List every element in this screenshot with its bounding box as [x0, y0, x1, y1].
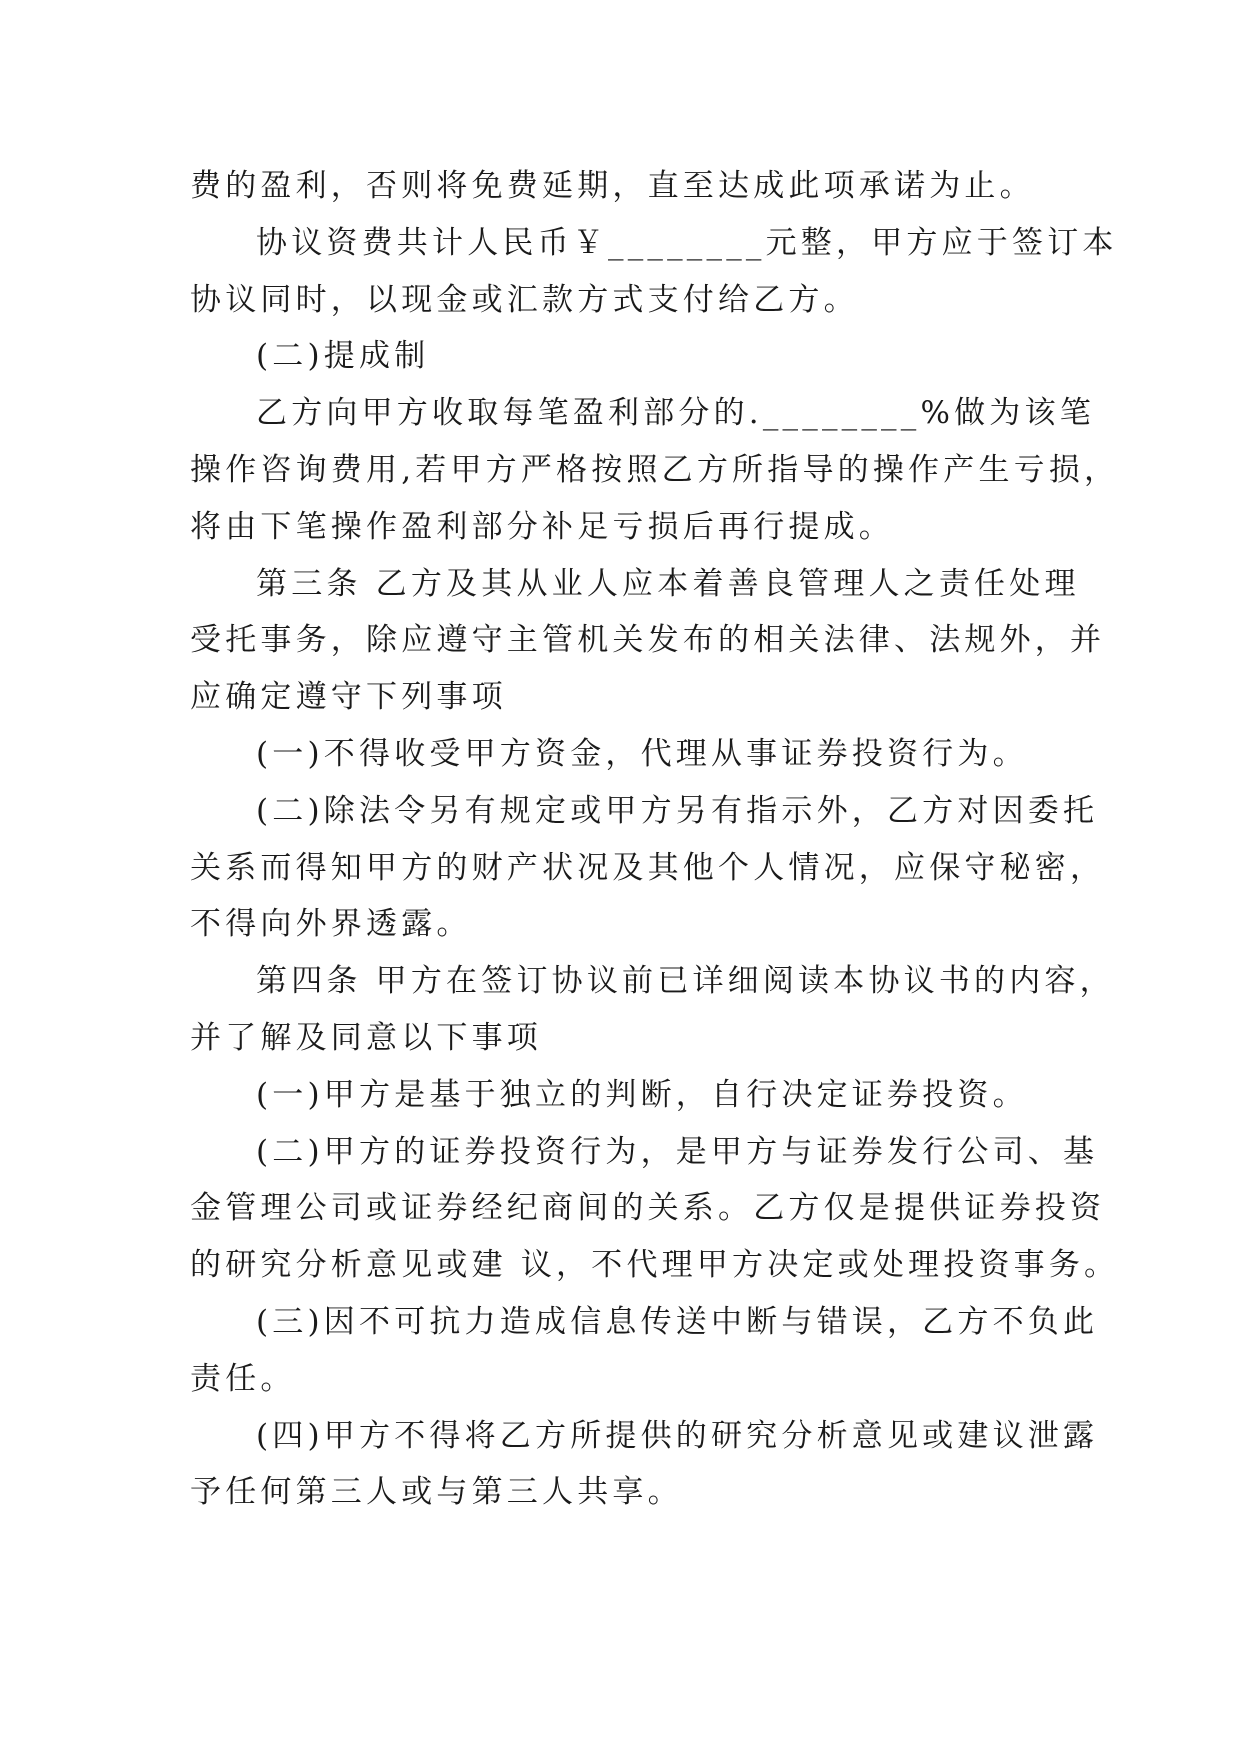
paragraph-line: 协议同时，以现金或汇款方式支付给乙方。: [190, 281, 859, 318]
paragraph-line: 协议资费共计人民币￥________元整，甲方应于签订本: [256, 224, 1118, 261]
paragraph-line: 将由下笔操作盈利部分补足亏损后再行提成。: [190, 508, 894, 545]
paragraph-line: 应确定遵守下列事项: [190, 679, 507, 716]
paragraph-line: 予任何第三人或与第三人共享。: [190, 1474, 683, 1511]
list-item: (四)甲方不得将乙方所提供的研究分析意见或建议泄露: [256, 1417, 1099, 1454]
list-item: (三)因不可抗力造成信息传送中断与错误，乙方不负此: [256, 1303, 1099, 1340]
list-item: (二)甲方的证券投资行为，是甲方与证券发行公司、基: [256, 1133, 1099, 1170]
list-item: (一)甲方是基于独立的判断，自行决定证券投资。: [256, 1076, 1028, 1113]
paragraph-line: 的研究分析意见或建 议，不代理甲方决定或处理投资事务。: [190, 1247, 1120, 1284]
article-heading-line: 第三条 乙方及其从业人应本着善良管理人之责任处理: [256, 565, 1080, 602]
paragraph-line: 乙方向甲方收取每笔盈利部分的.________%做为该笔: [256, 395, 1095, 432]
section-heading: (二)提成制: [256, 338, 430, 375]
paragraph-line: 受托事务，除应遵守主管机关发布的相关法律、法规外，并: [190, 622, 1106, 659]
paragraph-line: 责任。: [190, 1360, 296, 1397]
list-item: (二)除法令另有规定或甲方另有指示外，乙方对因委托: [256, 792, 1099, 829]
paragraph-line: 关系而得知甲方的财产状况及其他个人情况，应保守秘密，: [190, 849, 1106, 886]
list-item: (一)不得收受甲方资金，代理从事证券投资行为。: [256, 735, 1028, 772]
paragraph-line: 金管理公司或证券经纪商间的关系。乙方仅是提供证券投资: [190, 1190, 1106, 1227]
article-heading-line: 第四条 甲方在签订协议前已详细阅读本协议书的内容，: [256, 963, 1115, 1000]
document-body: [190, 158, 1120, 1521]
paragraph-line: 操作咨询费用,若甲方严格按照乙方所指导的操作产生亏损，: [190, 451, 1120, 488]
paragraph-line: 并了解及同意以下事项: [190, 1019, 542, 1056]
paragraph-line: 费的盈利，否则将免费延期，直至达成此项承诺为止。: [190, 168, 1035, 204]
paragraph-line: 不得向外界透露。: [190, 906, 472, 943]
